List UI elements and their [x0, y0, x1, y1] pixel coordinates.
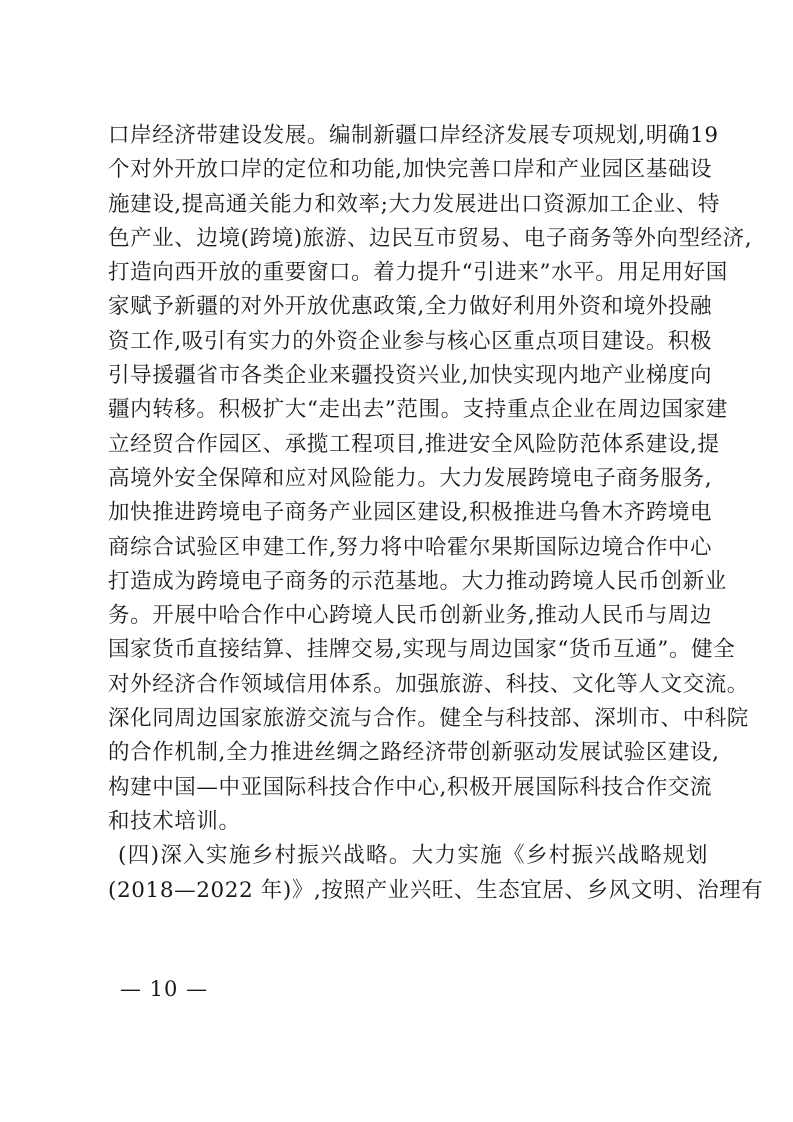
text-line: 高境外安全保障和应对风险能力。大力发展跨境电子商务服务,: [108, 465, 713, 491]
text-line: 深化同周边国家旅游交流与合作。健全与科技部、深圳市、中科院: [108, 706, 749, 732]
text-line: 施建设,提高通关能力和效率;大力发展进出口资源加工企业、特: [108, 191, 720, 217]
text-line: 色产业、边境(跨境)旅游、边民互市贸易、电子商务等外向型经济,: [108, 225, 753, 251]
text-line: 口岸经济带建设发展。编制新疆口岸经济发展专项规划,明确19: [108, 123, 719, 148]
text-line: 打造成为跨境电子商务的示范基地。大力推动跨境人民币创新业: [108, 568, 727, 594]
text-line: 加快推进跨境电子商务产业园区建设,积极推进乌鲁木齐跨境电: [108, 500, 713, 526]
section-heading-line: (四)深入实施乡村振兴战略。大力实施《乡村振兴战略规划: [118, 843, 708, 869]
text-line: 国家货币直接结算、挂牌交易,实现与周边国家“货币互通”。健全: [108, 637, 736, 663]
text-line: 的合作机制,全力推进丝绸之路经济带创新驱动发展试验区建设,: [108, 740, 720, 766]
text-line: 家赋予新疆的对外开放优惠政策,全力做好利用外资和境外投融: [108, 294, 713, 320]
text-line: 和技术培训。: [108, 808, 241, 834]
text-line: 疆内转移。积极扩大“走出去”范围。支持重点企业在周边国家建: [108, 397, 728, 423]
text-line: 资工作,吸引有实力的外资企业参与核心区重点项目建设。积极: [108, 328, 713, 354]
body-text: [108, 119, 764, 908]
text-line: 个对外开放口岸的定位和功能,加快完善口岸和产业园区基础设: [108, 157, 713, 183]
text-line: 商综合试验区申建工作,努力将中哈霍尔果斯国际边境合作中心: [108, 534, 713, 560]
text-line: 打造向西开放的重要窗口。着力提升“引进来”水平。用足用好国: [108, 260, 728, 286]
text-line: (2018—2022 年)》,按照产业兴旺、生态宜居、乡风文明、治理有: [108, 877, 764, 903]
text-line: 对外经济合作领域信用体系。加强旅游、科技、文化等人文交流。: [108, 671, 749, 697]
text-line: 务。开展中哈合作中心跨境人民币创新业务,推动人民币与周边: [108, 603, 713, 629]
text-line: 引导援疆省市各类企业来疆投资兴业,加快实现内地产业梯度向: [108, 363, 713, 389]
page-number: — 10 —: [120, 977, 209, 1001]
text-line: 构建中国—中亚国际科技合作中心,积极开展国际科技合作交流: [108, 774, 713, 800]
text-line: 立经贸合作园区、承揽工程项目,推进安全风险防范体系建设,提: [108, 431, 720, 457]
